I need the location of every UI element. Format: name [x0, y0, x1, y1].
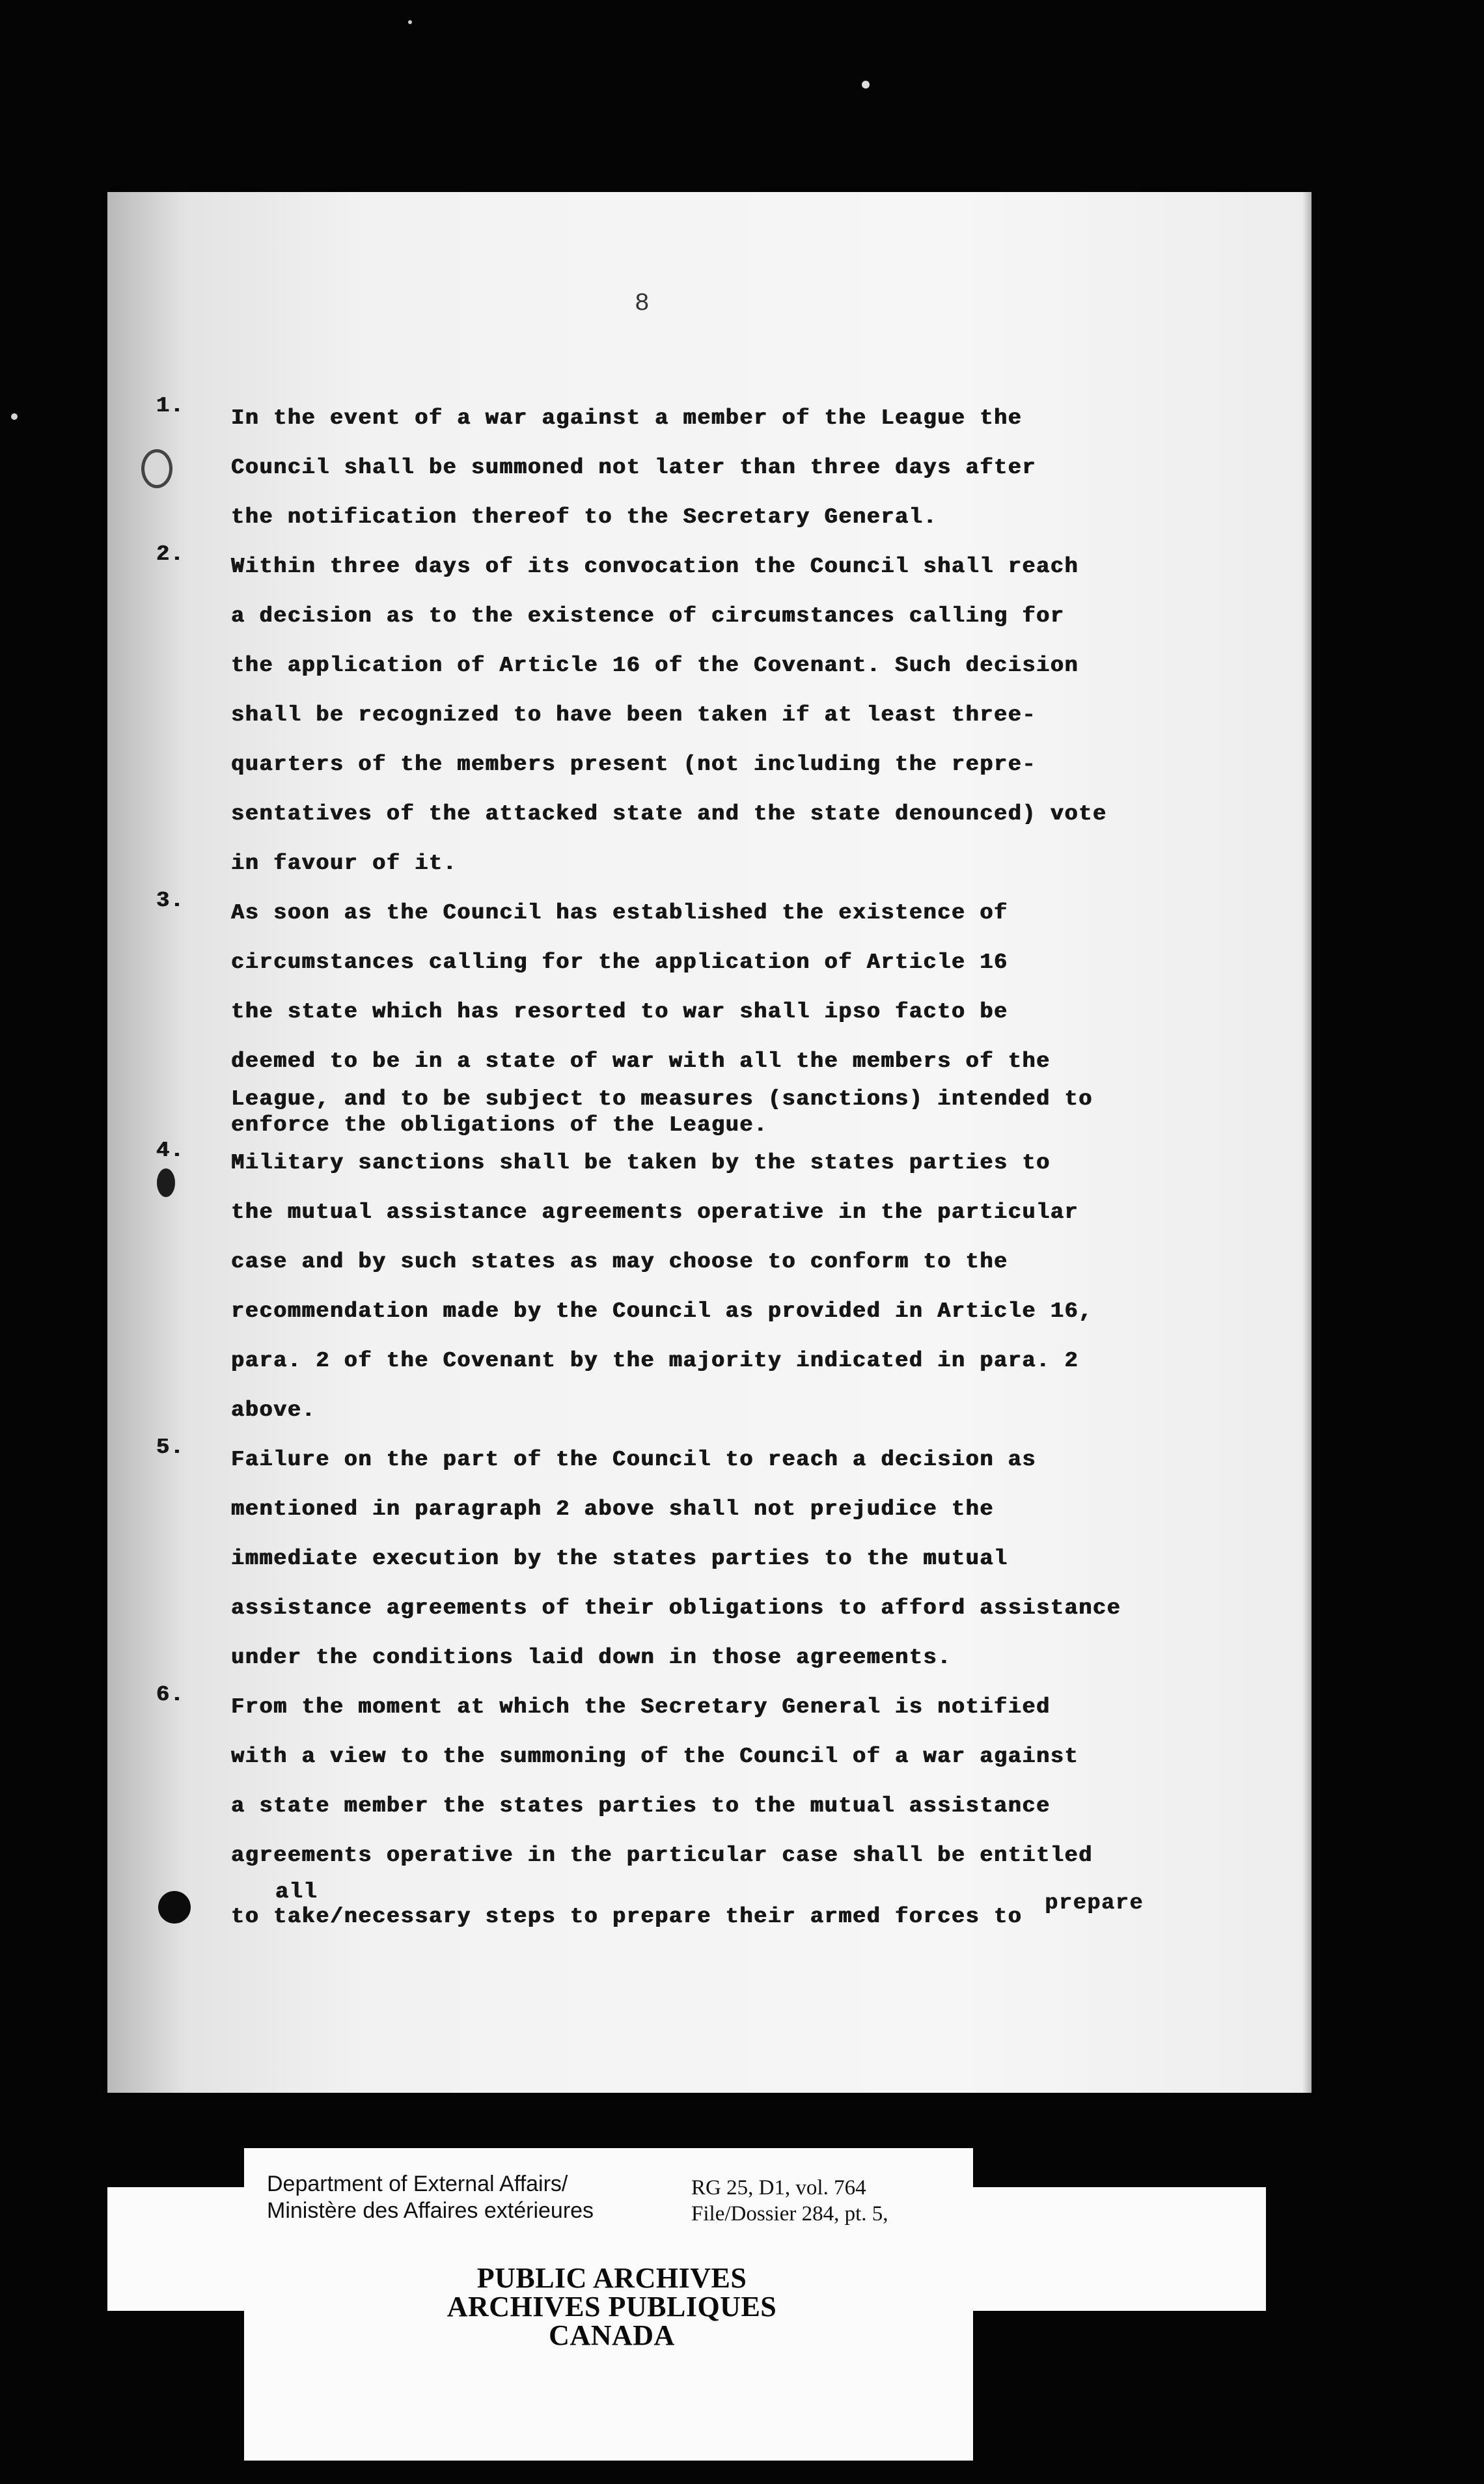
paragraph-4: [156, 1138, 1272, 1435]
text-line: League, and to be subject to measures (sanctions) intended to: [231, 1087, 1093, 1112]
text-line: above.: [231, 1398, 316, 1423]
text-line: As soon as the Council has established the existence of: [231, 901, 1008, 926]
interlinear-insertion: all: [275, 1880, 318, 1905]
text-line: a decision as to the existence of circumstances calling for: [231, 604, 1065, 629]
reference-line-1: RG 25, D1, vol. 764: [691, 2176, 866, 2200]
text-line: case and by such states as may choose to conform to the: [231, 1250, 1008, 1275]
paragraph-number: 1.: [156, 394, 185, 419]
archive-reference: [691, 2175, 965, 2227]
text-line: quarters of the members present (not including the repre-: [231, 752, 1037, 777]
text-line: In the event of a war against a member of the League the: [231, 406, 1023, 431]
department-en: Department of External Affairs/: [267, 2172, 568, 2196]
archive-title-line: PUBLIC ARCHIVES: [476, 2262, 747, 2294]
archive-title: [364, 2264, 859, 2350]
text-line: the application of Article 16 of the Covenant. Such decision: [231, 654, 1079, 678]
archive-title-line: CANADA: [549, 2319, 675, 2351]
text-line: circumstances calling for the application of Article 16: [231, 950, 1008, 975]
text-line: Military sanctions shall be taken by the states parties to: [231, 1151, 1051, 1176]
text-line: agreements operative in the particular case shall be entitled: [231, 1843, 1093, 1868]
text-line: assistance agreements of their obligations to afford assistance: [231, 1596, 1121, 1621]
text-line: to take/necessary steps to prepare their armed forces to: [231, 1905, 1023, 1929]
text-line: para. 2 of the Covenant by the majority indicated in para. 2: [231, 1349, 1079, 1373]
department-fr: Ministère des Affaires extérieures: [267, 2198, 594, 2223]
paragraph-number: 3.: [156, 889, 185, 913]
department-name: [267, 2171, 657, 2224]
punch-hole: [141, 449, 172, 488]
catchword: prepare: [1045, 1891, 1144, 1916]
page-number: 8: [635, 290, 650, 318]
text-line: mentioned in paragraph 2 above shall not prejudice the: [231, 1497, 994, 1522]
typed-page: [107, 192, 1312, 2093]
typed-text-body: [156, 394, 1272, 1930]
paragraph-number: 6.: [156, 1683, 185, 1707]
text-line: Within three days of its convocation the Council shall reach: [231, 555, 1079, 579]
text-line: under the conditions laid down in those agreements.: [231, 1646, 952, 1670]
text-line: a state member the states parties to the mutual assistance: [231, 1794, 1051, 1819]
text-line: Failure on the part of the Council to reach a decision as: [231, 1448, 1037, 1472]
page-edge-shadow: [1302, 192, 1312, 2093]
paragraph-3: [156, 889, 1272, 1138]
text-line: immediate execution by the states parties to the mutual: [231, 1547, 1008, 1571]
text-line: shall be recognized to have been taken if at least three-: [231, 703, 1037, 728]
paragraph-2: [156, 542, 1272, 889]
text-line: sentatives of the attacked state and the state denounced) vote: [231, 802, 1107, 827]
archive-title-line: ARCHIVES PUBLIQUES: [447, 2291, 777, 2323]
punch-hole: [158, 1891, 191, 1924]
paragraph-number: 5.: [156, 1435, 185, 1460]
text-line: the mutual assistance agreements operative in the particular: [231, 1200, 1079, 1225]
text-line: recommendation made by the Council as provided in Article 16,: [231, 1299, 1093, 1324]
text-line: deemed to be in a state of war with all the members of the: [231, 1049, 1051, 1074]
paragraph-number: 4.: [156, 1138, 185, 1163]
reference-line-2: File/Dossier 284, pt. 5,: [691, 2202, 888, 2226]
text-line: with a view to the summoning of the Council of a war against: [231, 1745, 1079, 1769]
paragraph-number: 2.: [156, 542, 185, 567]
text-line: enforce the obligations of the League.: [231, 1113, 768, 1138]
paragraph-1: [156, 394, 1272, 542]
paragraph-5: [156, 1435, 1272, 1683]
text-line: Council shall be summoned not later than three days after: [231, 456, 1037, 480]
text-line: the state which has resorted to war shall ipso facto be: [231, 1000, 1008, 1025]
text-line: in favour of it.: [231, 851, 458, 876]
text-line: From the moment at which the Secretary General is notified: [231, 1695, 1051, 1720]
text-line: the notification thereof to the Secretary General.: [231, 505, 938, 530]
punch-hole: [157, 1168, 175, 1197]
